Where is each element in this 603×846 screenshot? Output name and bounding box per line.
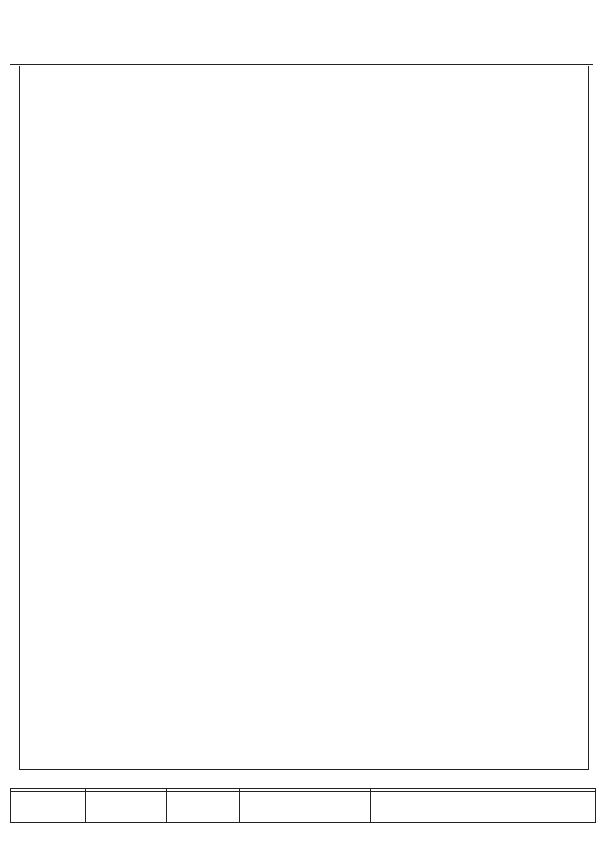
instructions <box>27 118 587 135</box>
instructions <box>27 102 587 119</box>
passage-summary-table <box>10 788 596 823</box>
table-row <box>11 792 596 823</box>
status-cell <box>86 792 167 823</box>
section-heading-32-36 <box>27 85 587 102</box>
subject-cell <box>167 792 240 823</box>
title-cell <box>240 792 371 823</box>
instructions <box>27 169 587 186</box>
document-content <box>27 68 587 202</box>
type-line <box>376 807 590 821</box>
header-divider <box>10 64 593 65</box>
title-line <box>245 793 365 807</box>
instructions <box>27 186 587 203</box>
section-heading-37-40 <box>27 152 587 169</box>
page-header <box>0 0 603 66</box>
passage-cell <box>11 792 86 823</box>
type-line <box>376 793 590 807</box>
type-cell <box>371 792 596 823</box>
title-line <box>245 807 365 821</box>
gedu-logo <box>10 8 110 60</box>
